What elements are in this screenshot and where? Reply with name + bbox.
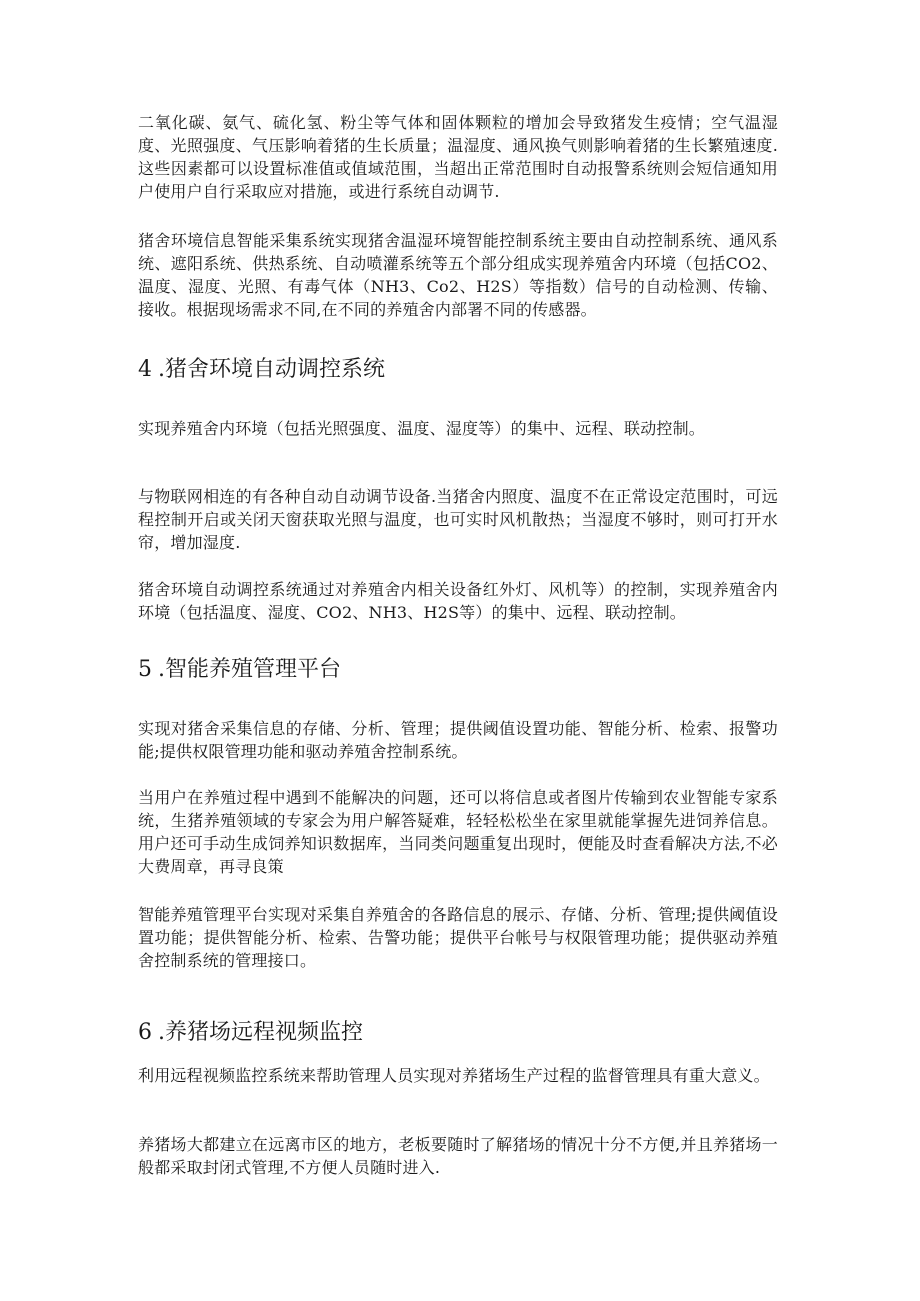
section-title: .智能养殖管理平台 (158, 657, 341, 682)
paragraph-iot-devices: 与物联网相连的有各种自动自动调节设备.当猪舍内照度、温度不在正常设定范围时，可远程控制开启或关闭天窗获取光照与温度，也可实时风机散热；当湿度不够时，则可打开水帘，增加湿度. (138, 487, 778, 552)
section-title: .养猪场远程视频监控 (158, 1020, 363, 1045)
section-number: 4 (138, 357, 152, 382)
section-title: .猪舍环境自动调控系统 (158, 357, 385, 382)
paragraph-remote-location: 养猪场大都建立在远离市区的地方，老板要随时了解猪场的情况十分不方便,并且养猪场一般都采取封闭式管理,不方便人员随时进入. (138, 1135, 778, 1177)
paragraph-collection-system: 猪舍环境信息智能采集系统实现猪舍温湿环境智能控制系统主要由自动控制系统、通风系统、遮阳系统、供热系统、自动喷灌系统等五个部分组成实现养殖舍内环境（包括CO2、温度、湿度、光照、有毒气体（NH3、Co2、H2S）等指数）信号的自动检测、传输、接收。根据现场需求不同,在不同的养殖舍内部署不同的传感器。 (138, 231, 778, 319)
section-heading-5 (138, 655, 778, 685)
section-number: 6 (138, 1020, 152, 1045)
section-heading-4 (138, 355, 778, 385)
paragraph-platform-summary: 智能养殖管理平台实现对采集自养殖舍的各路信息的展示、存储、分析、管理;提供阈值设置功能；提供智能分析、检索、告警功能；提供平台帐号与权限管理功能；提供驱动养殖舍控制系统的管理接口。 (138, 905, 778, 970)
paragraph-auto-regulation: 猪舍环境自动调控系统通过对养殖舍内相关设备红外灯、风机等）的控制，实现养殖舍内环境（包括温度、湿度、CO2、NH3、H2S等）的集中、远程、联动控制。 (138, 580, 778, 622)
section-heading-6 (138, 1018, 778, 1048)
section-number: 5 (138, 657, 152, 682)
paragraph-video-monitoring: 利用远程视频监控系统来帮助管理人员实现对养猪场生产过程的监督管理具有重大意义。 (138, 1066, 770, 1085)
paragraph-platform-functions: 实现对猪舍采集信息的存储、分析、管理；提供阈值设置功能、智能分析、检索、报警功能;提供权限管理功能和驱动养殖舍控制系统。 (138, 719, 778, 761)
paragraph-central-control: 实现养殖舍内环境（包括光照强度、温度、湿度等）的集中、远程、联动控制。 (138, 419, 706, 438)
paragraph-expert-system: 当用户在养殖过程中遇到不能解决的问题，还可以将信息或者图片传输到农业智能专家系统，生猪养殖领域的专家会为用户解答疑难，轻轻松松坐在家里就能掌握先进饲养信息。用户还可手动生成饲养知识数据库，当同类问题重复出现时，便能及时查看解决方法,不必大费周章，再寻良策 (138, 788, 778, 876)
paragraph-gas-factors: 二氧化碳、氨气、硫化氢、粉尘等气体和固体颗粒的增加会导致猪发生疫情；空气温湿度、光照强度、气压影响着猪的生长质量；温湿度、通风换气则影响着猪的生长繁殖速度.这些因素都可以设置标准值或值域范围，当超出正常范围时自动报警系统则会短信通知用户使用户自行采取应对措施，或进行系统自动调节. (138, 113, 778, 201)
